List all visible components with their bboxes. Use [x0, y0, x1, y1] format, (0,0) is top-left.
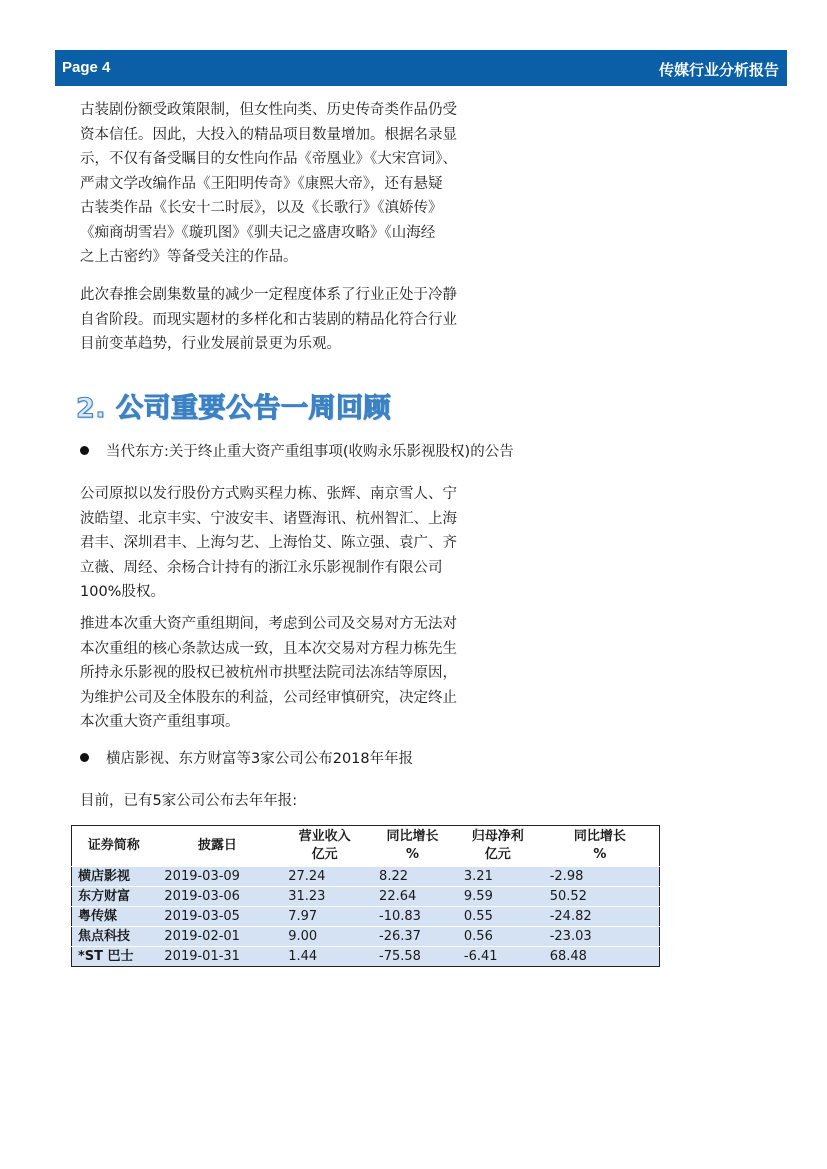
cell-net-profit: 3.21 — [463, 869, 493, 884]
text-line: 所持永乐影视的股权已被杭州市拱墅法院司法冻结等原因， — [80, 665, 457, 681]
text-line: 此次春推会剧集数量的减少一定程度体系了行业正处于冷静 — [80, 287, 457, 303]
cell-net-profit: -6.41 — [463, 949, 498, 964]
text-line: 本次重组的核心条款达成一致，且本次交易对方程力栋先生 — [80, 640, 457, 657]
text-line: 古装类作品《长安十二时辰》，以及《长歌行》《滇娇传》 — [80, 200, 443, 216]
paragraph-intro-table — [80, 789, 520, 814]
col-header-revenue-growth: 同比增长 % — [370, 826, 455, 867]
text-line: 之上古密约》等备受关注的作品。 — [80, 249, 298, 265]
text-line: 严肃文学改编作品《王阳明传奇》《康熙大帝》，还有悬疑 — [80, 175, 443, 192]
text-line: 资本信任。因此，大投入的精品项目数量增加。根据名录显 — [80, 126, 457, 143]
cell-security: 横店影视 — [78, 869, 131, 884]
intro-paragraph-2 — [80, 283, 520, 357]
bullet-text: 横店影视、东方财富等3家公司公布2018年年报 — [106, 751, 414, 767]
cell-net-profit: 9.59 — [463, 889, 493, 904]
bullet-item-announcement — [80, 441, 514, 463]
col-header-profit-growth: 同比增长 % — [541, 826, 660, 867]
text-line: 为维护公司及全体股东的利益，公司经审慎研究，决定终止 — [80, 689, 457, 706]
cell-revenue: 27.24 — [288, 869, 326, 884]
bullet-dot-icon — [80, 446, 89, 455]
table-row — [72, 867, 660, 887]
cell-security: 粤传媒 — [78, 909, 118, 924]
bullet-text: 当代东方:关于终止重大资产重组事项(收购永乐影视股权)的公告 — [106, 444, 514, 460]
text-line: 目前，已有5家公司公布去年年报: — [80, 793, 298, 809]
text-line: 古装剧份额受政策限制，但女性向类、历史传奇类作品仍受 — [80, 102, 457, 118]
table-row — [72, 907, 660, 927]
paragraph-termination — [80, 612, 520, 735]
text-line: 立薇、周经、余杨合计持有的浙江永乐影视制作有限公司 — [80, 559, 443, 576]
cell-net-profit: 0.55 — [463, 909, 493, 924]
cell-revenue: 7.97 — [288, 909, 318, 924]
cell-revenue-growth: -75.58 — [379, 949, 421, 964]
paragraph-acquisition — [80, 482, 520, 605]
bullet-dot-icon — [80, 753, 89, 762]
text-line: 公司原拟以发行股份方式购买程力栋、张辉、南京雪人、宁 — [80, 486, 457, 502]
bullet-item-annual-reports — [80, 748, 413, 770]
col-header-security: 证券简称 — [72, 826, 156, 867]
text-line: 本次重大资产重组事项。 — [80, 714, 240, 730]
cell-revenue: 31.23 — [288, 889, 326, 904]
table-row — [72, 887, 660, 907]
cell-revenue: 1.44 — [288, 949, 318, 964]
cell-security: *ST 巴士 — [78, 949, 134, 964]
col-header-net-profit: 归母净利 亿元 — [455, 826, 541, 867]
cell-date: 2019-03-09 — [164, 869, 240, 884]
text-line: 推进本次重大资产重组期间，考虑到公司及交易对方无法对 — [80, 616, 457, 632]
text-line: 君丰、深圳君丰、上海匀艺、上海怡艾、陈立强、袁广、齐 — [80, 535, 457, 551]
section-heading: 2. 公司重要公告一周回顾 — [76, 393, 391, 424]
table-header-row — [72, 826, 660, 867]
cell-date: 2019-02-01 — [164, 929, 240, 944]
text-line: 《痴商胡雪岩》《璇玑图》《驯夫记之盛唐攻略》《山海经 — [80, 224, 436, 241]
cell-security: 焦点科技 — [78, 929, 131, 944]
cell-revenue-growth: 22.64 — [379, 889, 417, 904]
text-line: 目前变革趋势，行业发展前景更为乐观。 — [80, 336, 341, 352]
text-line: 示，不仅有备受瞩目的女性向作品《帝凰业》《大宋宫词》、 — [80, 151, 457, 167]
cell-profit-growth: 50.52 — [549, 889, 587, 904]
cell-net-profit: 0.56 — [463, 929, 493, 944]
cell-revenue-growth: 8.22 — [379, 869, 408, 884]
table-row — [72, 947, 660, 967]
cell-profit-growth: -24.82 — [549, 909, 592, 924]
cell-revenue-growth: -26.37 — [379, 929, 421, 944]
page-header — [55, 50, 787, 86]
text-line: 自省阶段。而现实题材的多样化和古装剧的精品化符合行业 — [80, 311, 457, 328]
cell-date: 2019-03-06 — [164, 889, 240, 904]
cell-profit-growth: -23.03 — [549, 929, 592, 944]
text-line: 100%股权。 — [80, 584, 165, 600]
cell-date: 2019-03-05 — [164, 909, 240, 924]
cell-revenue-growth: -10.83 — [379, 909, 421, 924]
col-header-revenue: 营业收入 亿元 — [279, 826, 370, 867]
cell-revenue: 9.00 — [288, 929, 318, 944]
page-number: Page 4 — [62, 59, 111, 76]
col-header-date: 披露日 — [155, 826, 279, 867]
cell-profit-growth: 68.48 — [549, 949, 587, 964]
annual-report-table — [71, 825, 660, 967]
report-title: 传媒行业分析报告 — [658, 61, 779, 79]
text-line: 波皓望、北京丰实、宁波安丰、诸暨海讯、杭州智汇、上海 — [80, 510, 457, 527]
intro-paragraph-1 — [80, 98, 520, 270]
table-row — [72, 927, 660, 947]
cell-security: 东方财富 — [78, 889, 131, 904]
cell-profit-growth: -2.98 — [549, 869, 584, 884]
cell-date: 2019-01-31 — [164, 949, 240, 964]
